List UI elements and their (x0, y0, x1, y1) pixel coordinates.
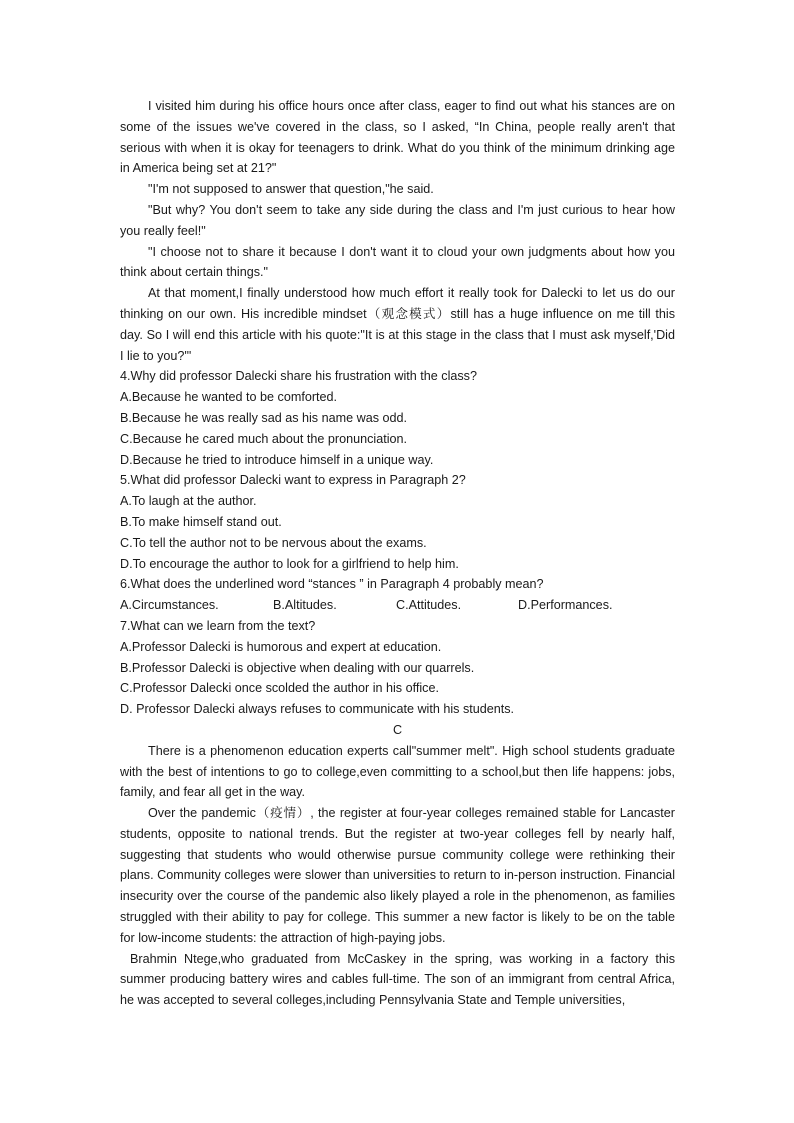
passage-c-paragraph-1: There is a phenomenon education experts call"summer melt". High school students graduate with the best of intentions to go to college,even committing to a school,but then life happens: jobs, family, and fear all get in the way. (120, 743, 675, 800)
question-5-option-d: D.To encourage the author to look for a girlfriend to help him. (120, 556, 459, 571)
question-4-option-d: D.Because he tried to introduce himself in a unique way. (120, 452, 434, 467)
question-6-option-a: A.Circumstances. (120, 598, 219, 613)
question-6-stem: 6.What does the underlined word “stances ” in Paragraph 4 probably mean? (120, 577, 544, 592)
question-4-option-c: C.Because he cared much about the pronunciation. (120, 431, 408, 446)
question-6-options (120, 595, 675, 616)
question-6-option-c: C.Attitudes. (396, 598, 462, 613)
question-5-option-a: A.To laugh at the author. (120, 494, 257, 509)
passage-c-heading: C (392, 722, 403, 737)
question-5-option-b: B.To make himself stand out. (120, 514, 282, 529)
question-4-stem: 4.Why did professor Dalecki share his frustration with the class? (120, 369, 477, 384)
passage-c-paragraph-3: Brahmin Ntege,who graduated from McCaskey in the spring, was working in a factory this summer producing battery wires and cables full-time. The son of an immigrant from central Africa, he was accepted to several colleges,including Pennsylvania State and Temple universities, (120, 951, 675, 1008)
question-7-option-c: C.Professor Dalecki once scolded the author in his office. (120, 681, 439, 696)
question-5-option-c: C.To tell the author not to be nervous about the exams. (120, 535, 427, 550)
passage-b-paragraph-1: I visited him during his office hours once after class, eager to find out what his stances are on some of the issues we've covered in the class, so I asked, “In China, people really aren't that serious with when it is okay for teenagers to drink. What do you think of the minimum drinking age in America being set at 21?" (120, 99, 675, 176)
document-page (120, 96, 675, 1011)
question-7-option-a: A.Professor Dalecki is humorous and expert at education. (120, 639, 442, 654)
question-6-option-b: B.Altitudes. (273, 598, 337, 613)
question-4-option-a: A.Because he wanted to be comforted. (120, 390, 338, 405)
question-7-option-d: D. Professor Dalecki always refuses to communicate with his students. (120, 702, 515, 717)
passage-b-paragraph-4: "I choose not to share it because I don't want it to cloud your own judgments about how you think about certain things." (120, 244, 675, 280)
passage-b-paragraph-5: At that moment,I finally understood how much effort it really took for Dalecki to let us do our thinking on our own. His incredible mindset（观念模式）still has a huge influence on me till this day. So I will end this article with his quote:"It is at this stage in the class that I must ask myself,'Did I lie to you?'" (120, 286, 675, 363)
passage-c-paragraph-2: Over the pandemic（疫情）, the register at four-year colleges remained stable for Lancaster students, opposite to national trends. But the register at two-year colleges fell by nearly half, suggesting that students who would otherwise pursue community college were rethinking their plans. Community colleges were slower than universities to return to in-person instruction. Financial insecurity over the course of the pandemic also likely played a role in the phenomenon, as families struggled with their ability to pay for college. This summer a new factor is likely to be on the table for low-income students: the attraction of high-paying jobs. (120, 806, 675, 945)
question-5-stem: 5.What did professor Dalecki want to express in Paragraph 2? (120, 473, 466, 488)
question-7-option-b: B.Professor Dalecki is objective when dealing with our quarrels. (120, 660, 475, 675)
question-6-option-d: D.Performances. (518, 598, 613, 613)
passage-b-paragraph-3: "But why? You don't seem to take any side during the class and I'm just curious to hear how you really feel!" (120, 202, 675, 238)
question-4-option-b: B.Because he was really sad as his name was odd. (120, 410, 408, 425)
question-7-stem: 7.What can we learn from the text? (120, 618, 316, 633)
passage-b-paragraph-2: "I'm not supposed to answer that question,"he said. (148, 182, 434, 197)
